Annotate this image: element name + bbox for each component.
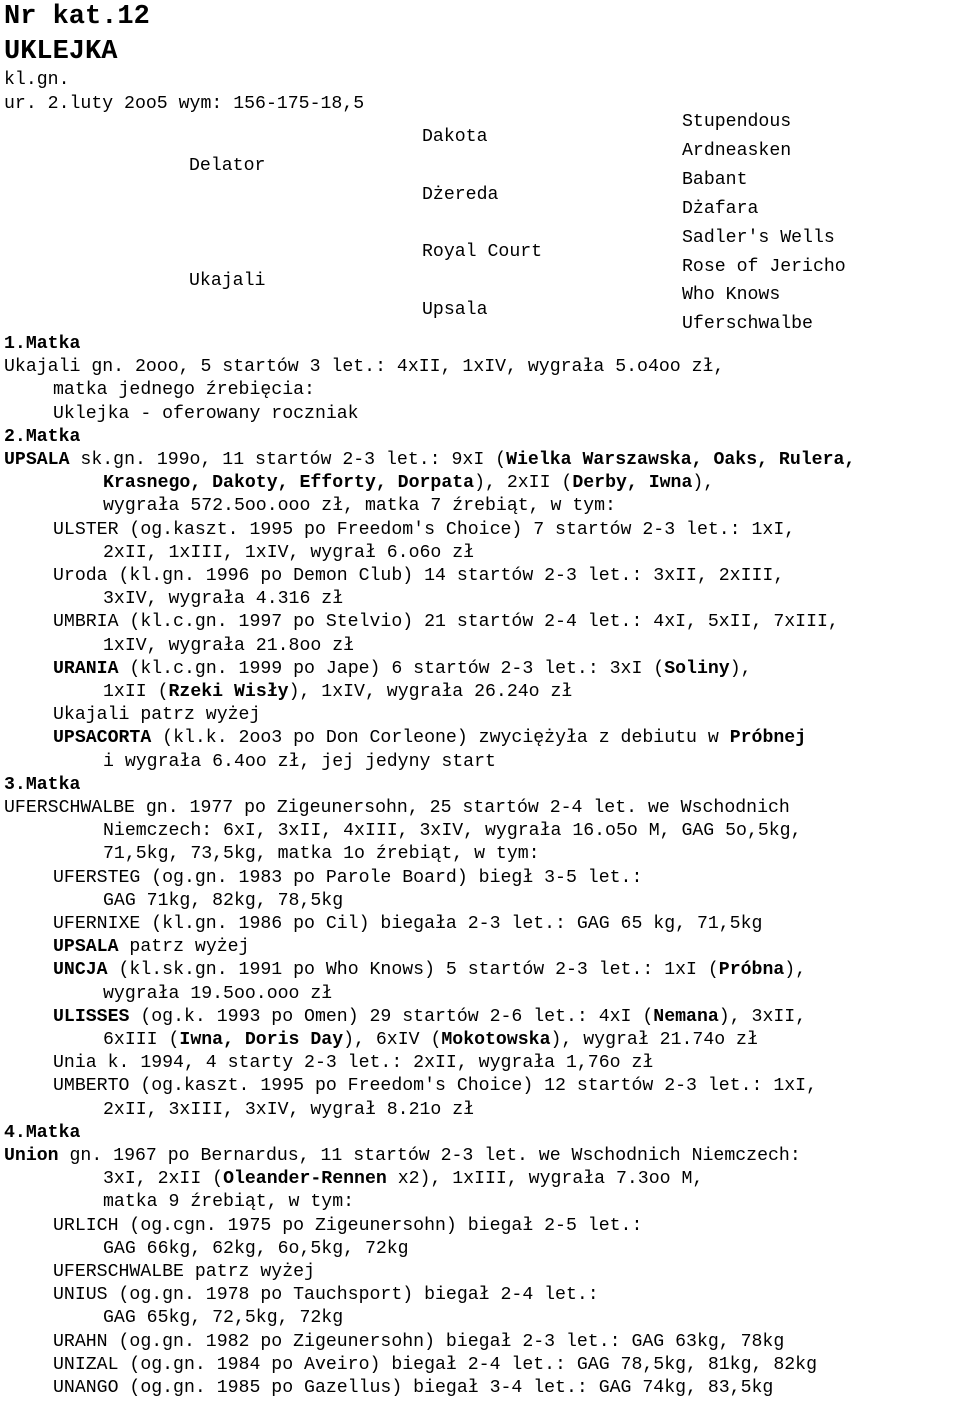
text-segment: 2xII, 1xIII, 1xIV, wygrał 6.o6o zł: [103, 542, 475, 563]
text-segment: Niemczech: 6xI, 3xII, 4xIII, 3xIV, wygrała 16.o5o M, GAG 5o,5kg,: [103, 821, 802, 842]
text-line: [103, 681, 572, 704]
text-segment: UNIUS (og.gn. 1978 po Tauchsport) biegał 2-4 let.:: [53, 1285, 599, 1306]
text-segment: UMBERTO (og.kaszt. 1995 po Freedom's Choice) 12 startów 2-3 let.: 1xI,: [53, 1076, 817, 1097]
text-segment: GAG 65kg, 72,5kg, 72kg: [103, 1308, 344, 1329]
text-line: [53, 611, 839, 634]
text-line: [103, 635, 354, 658]
bold-segment: Krasnego, Dakoty, Efforty, Dorpata: [103, 473, 475, 494]
text-segment: 3xIV, wygrała 4.316 zł: [103, 589, 344, 610]
text-line: [4, 356, 724, 379]
bold-segment: Soliny: [664, 658, 730, 679]
text-segment: (og.k. 1993 po Omen) 29 startów 2-6 let.: 4xI (: [129, 1006, 654, 1027]
bold-segment: UPSALA: [53, 937, 119, 958]
text-segment: ), 1xIV, wygrała 26.24o zł: [288, 682, 573, 702]
bold-segment: UPSACORTA: [53, 728, 152, 749]
text-segment: GAG 66kg, 62kg, 6o,5kg, 72kg: [103, 1238, 409, 1259]
text-line: [53, 959, 806, 982]
text-segment: 1.Matka: [4, 334, 81, 354]
pedigree-sire-dam: Dżereda: [422, 185, 499, 205]
pedigree-dam-dam: Upsala: [422, 300, 488, 320]
text-segment: (kl.k. 2oo3 po Don Corleone) zwyciężyła z debiutu w: [151, 728, 730, 749]
text-segment: 1xII (: [103, 682, 169, 702]
catalogue-number: Nr kat.12: [4, 2, 150, 32]
text-line: [53, 519, 795, 542]
text-line: [53, 1261, 315, 1284]
pedigree-ggs-1: Stupendous: [682, 112, 792, 132]
text-segment: gn. 1967 po Bernardus, 11 startów 2-3 let. we Wschodnich Niemczech:: [58, 1146, 801, 1166]
text-line: [103, 1099, 474, 1122]
text-line: [53, 403, 359, 426]
bold-segment: Derby, Iwna: [572, 473, 693, 494]
section-heading: [4, 774, 80, 797]
text-segment: UFERNIXE (kl.gn. 1986 po Cil) biegała 2-3 let.: GAG 65 kg, 71,5kg: [53, 914, 763, 934]
text-line: [53, 1354, 817, 1377]
text-line: [4, 1145, 801, 1168]
text-segment: UFERSTEG (og.gn. 1983 po Parole Board) biegł 3-5 let.:: [53, 867, 643, 888]
text-segment: 71,5kg, 73,5kg, matka 1o źrebiąt, w tym:: [103, 844, 540, 865]
text-line: [53, 1284, 599, 1307]
text-segment: ), 6xIV (: [343, 1030, 442, 1050]
bold-segment: Próbna: [718, 960, 785, 981]
text-segment: ), wygrał 21.74o zł: [550, 1030, 758, 1050]
bold-segment: Oleander-Rennen: [223, 1169, 387, 1190]
text-segment: Uroda (kl.gn. 1996 po Demon Club) 14 startów 2-3 let.: 3xII, 2xIII,: [53, 566, 785, 586]
text-line: [53, 1052, 653, 1075]
text-segment: URAHN (og.gn. 1982 po Zigeunersohn) biegał 2-3 let.: GAG 63kg, 78kg: [53, 1331, 785, 1352]
pedigree-ggd-1: Sadler's Wells: [682, 228, 835, 248]
pedigree-sire-sire: Dakota: [422, 127, 488, 147]
bold-segment: ULISSES: [53, 1006, 130, 1027]
text-segment: sk.gn. 199o, 11 startów 2-3 let.: 9xI (: [69, 450, 507, 470]
pedigree-ggs-4: Dżafara: [682, 199, 759, 219]
bold-segment: Nemana: [653, 1006, 719, 1027]
text-line: [103, 1307, 343, 1330]
text-line: [53, 565, 784, 588]
text-segment: Unia k. 1994, 4 starty 2-3 let.: 2xII, wygrała 1,76o zł: [53, 1053, 654, 1074]
text-segment: GAG 71kg, 82kg, 78,5kg: [103, 890, 344, 911]
text-line: [53, 1075, 817, 1098]
text-line: [103, 472, 714, 495]
text-line: [53, 867, 642, 890]
text-line: [53, 936, 249, 959]
text-line: [103, 542, 474, 565]
text-segment: 3.Matka: [4, 774, 81, 795]
text-segment: UFERSCHWALBE patrz wyżej: [53, 1262, 315, 1282]
pedigree-ggs-2: Ardneasken: [682, 141, 792, 161]
text-line: [53, 704, 260, 727]
bold-segment: URANIA: [53, 658, 119, 679]
text-segment: x2), 1xIII, wygrała 7.3oo M,: [386, 1169, 704, 1190]
birth-measurements: ur. 2.luty 2oo5 wym: 156-175-18,5: [4, 94, 365, 114]
text-segment: 4.Matka: [4, 1122, 81, 1143]
bold-segment: Iwna, Doris Day: [179, 1030, 344, 1050]
pedigree-sire: Delator: [189, 156, 266, 176]
text-line: [53, 1331, 784, 1354]
text-segment: (kl.sk.gn. 1991 po Who Knows) 5 startów 2-3 let.: 1xI (: [107, 960, 719, 981]
bold-segment: Union: [4, 1146, 59, 1166]
text-segment: ),: [692, 473, 715, 494]
text-segment: patrz wyżej: [118, 937, 250, 958]
text-segment: matka jednego źrebięcia:: [53, 380, 315, 401]
text-segment: UNANGO (og.gn. 1985 po Gazellus) biegał 3-4 let.: GAG 74kg, 83,5kg: [53, 1378, 774, 1398]
bold-segment: UPSALA: [4, 450, 70, 470]
text-segment: ), 3xII,: [718, 1006, 807, 1027]
text-segment: matka 9 źrebiąt, w tym:: [103, 1192, 355, 1213]
text-segment: UMBRIA (kl.c.gn. 1997 po Stelvio) 21 startów 2-4 let.: 4xI, 5xII, 7xIII,: [53, 612, 839, 633]
bold-segment: Wielka Warszawska, Oaks, Rulera,: [506, 450, 856, 470]
text-segment: ), 2xII (: [474, 473, 573, 494]
text-segment: URLICH (og.cgn. 1975 po Zigeunersohn) biegał 2-5 let.:: [53, 1215, 643, 1236]
text-line: [53, 727, 806, 750]
pedigree-ggd-4: Uferschwalbe: [682, 314, 813, 334]
horse-name: UKLEJKA: [4, 37, 118, 67]
text-segment: ),: [784, 960, 807, 981]
text-line: [53, 1006, 806, 1029]
text-line: [103, 588, 343, 611]
bold-segment: Rzeki Wisły: [168, 682, 289, 702]
text-segment: ),: [729, 658, 752, 679]
text-segment: Ukajali gn. 2ooo, 5 startów 3 let.: 4xII, 1xIV, wygrała 5.o4oo zł,: [4, 357, 725, 378]
bold-segment: Próbnej: [729, 728, 807, 749]
text-line: [103, 1168, 703, 1191]
text-line: [103, 1029, 758, 1052]
text-line: [103, 1238, 409, 1261]
section-heading: [4, 1122, 80, 1145]
text-line: [103, 983, 332, 1006]
text-line: [103, 820, 802, 843]
pedigree-ggs-3: Babant: [682, 170, 748, 190]
section-heading: [4, 426, 80, 449]
bold-segment: UNCJA: [53, 960, 108, 981]
text-segment: 1xIV, wygrała 21.8oo zł: [103, 635, 355, 656]
text-segment: UNIZAL (og.gn. 1984 po Aveiro) biegał 2-4 let.: GAG 78,5kg, 81kg, 82kg: [53, 1354, 817, 1375]
text-line: [103, 1191, 354, 1214]
text-line: [4, 797, 790, 820]
text-line: [53, 379, 315, 402]
text-segment: UFERSCHWALBE gn. 1977 po Zigeunersohn, 25 startów 2-4 let. we Wschodnich: [4, 798, 790, 818]
text-line: [103, 495, 616, 518]
bold-segment: Mokotowska: [441, 1030, 551, 1050]
text-line: [103, 890, 343, 913]
pedigree-dam-sire: Royal Court: [422, 242, 543, 262]
text-segment: Ukajali patrz wyżej: [53, 705, 261, 726]
text-line: [53, 1215, 642, 1238]
text-line: [103, 843, 540, 866]
text-segment: (kl.c.gn. 1999 po Jape) 6 startów 2-3 let.: 3xI (: [118, 658, 665, 679]
pedigree-ggd-2: Rose of Jericho: [682, 257, 846, 277]
text-segment: i wygrała 6.4oo zł, jej jedyny start: [103, 751, 496, 772]
text-segment: Uklejka - oferowany roczniak: [53, 403, 359, 424]
pedigree-ggd-3: Who Knows: [682, 285, 781, 305]
text-segment: wygrała 19.5oo.ooo zł: [103, 983, 333, 1004]
section-heading: [4, 333, 80, 356]
text-line: [53, 1377, 773, 1400]
text-segment: wygrała 572.5oo.ooo zł, matka 7 źrebiąt, w tym:: [103, 496, 616, 517]
text-line: [53, 658, 752, 681]
text-segment: 3xI, 2xII (: [103, 1169, 224, 1190]
text-segment: 2xII, 3xIII, 3xIV, wygrał 8.21o zł: [103, 1099, 475, 1120]
text-segment: 6xIII (: [103, 1030, 180, 1050]
text-line: [53, 913, 762, 936]
pedigree-dam: Ukajali: [189, 271, 266, 291]
text-segment: ULSTER (og.kaszt. 1995 po Freedom's Choice) 7 startów 2-3 let.: 1xI,: [53, 519, 796, 540]
text-segment: 2.Matka: [4, 426, 81, 447]
sex-color: kl.gn.: [4, 70, 70, 90]
text-line: [103, 751, 496, 774]
text-line: [4, 449, 855, 472]
